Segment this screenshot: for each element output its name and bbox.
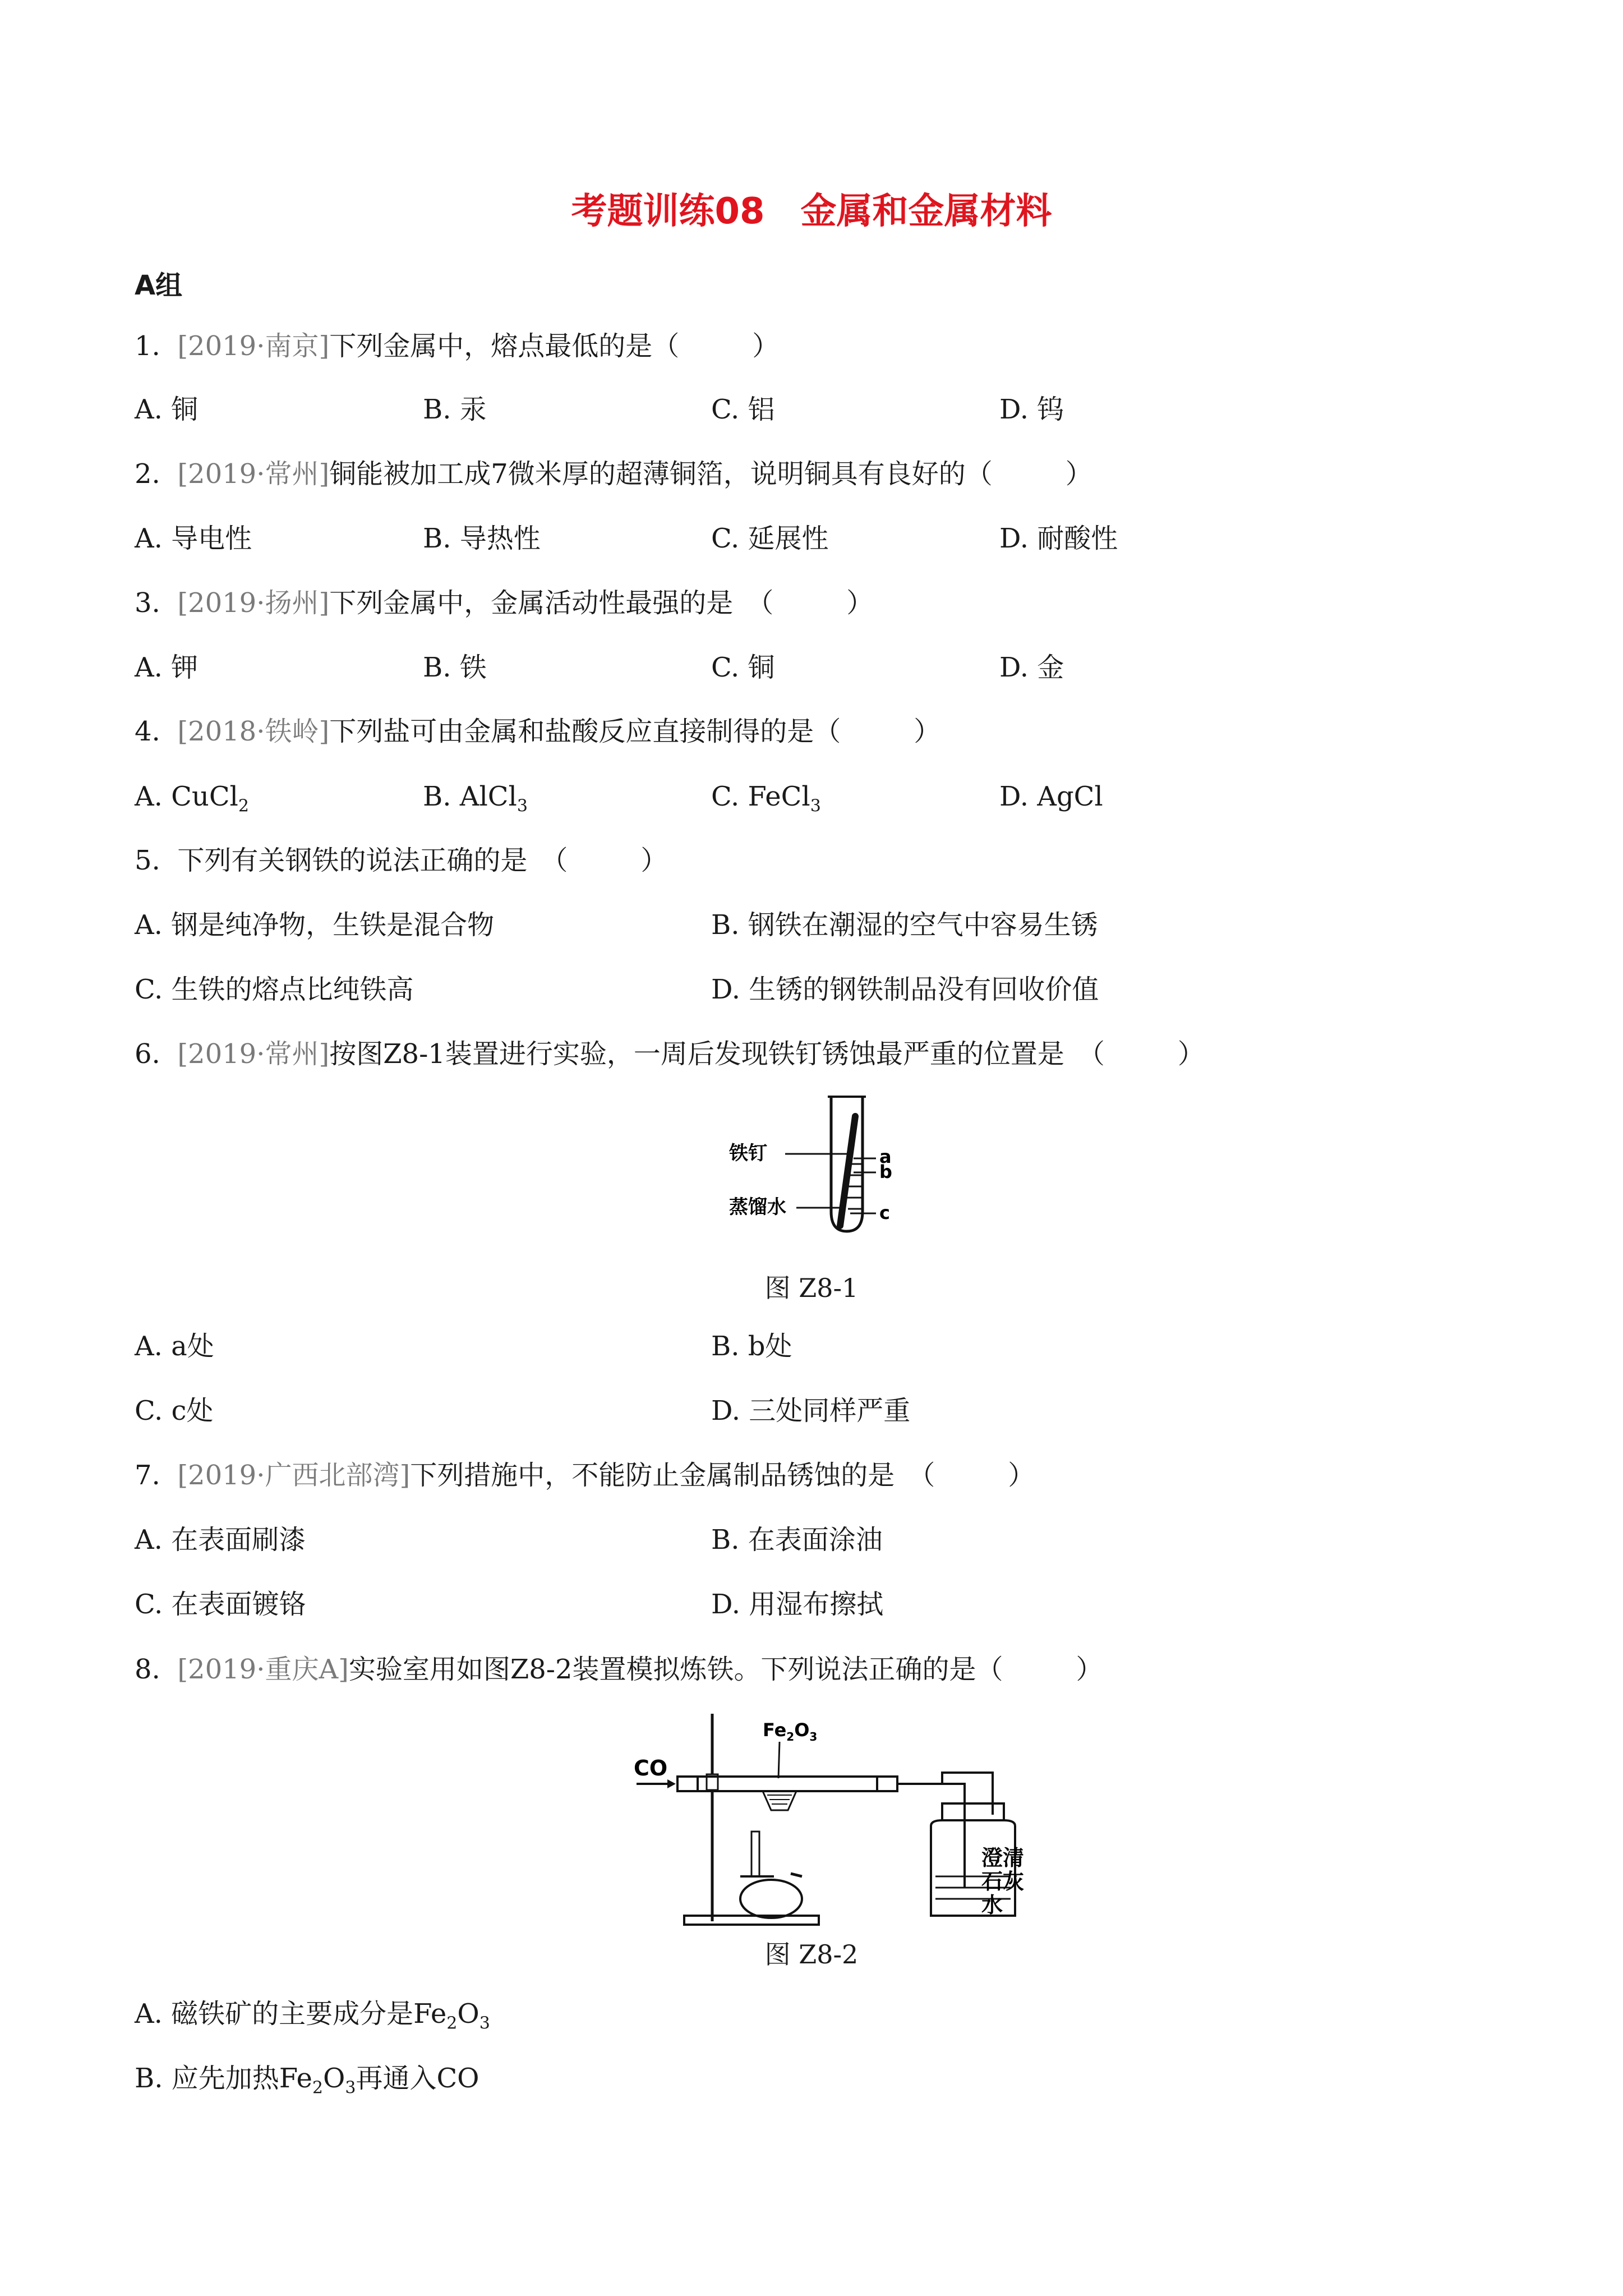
question-text: 下列盐可由金属和盐酸反应直接制得的是（ (329, 716, 841, 747)
question-text: 下列措施中，不能防止金属制品锈蚀的是 （ (410, 1460, 935, 1491)
question-4: 4. [2018·铁岭]下列盐可由金属和盐酸反应直接制得的是（ ） (135, 716, 941, 747)
option-a[interactable]: A. 钢是纯净物，生铁是混合物 (135, 909, 495, 941)
option-b[interactable]: B. 铁 (423, 652, 487, 683)
option-a[interactable]: A. 磁铁矿的主要成分是$Fe_2O_3$ (135, 1998, 490, 2033)
label-water: 蒸馏水 (729, 1196, 786, 1218)
test-tube-figure (729, 1091, 920, 1243)
question-source: [2019·常州] (177, 458, 330, 490)
page-title: 考题训练08 金属和金属材料 (571, 191, 1052, 232)
question-number: 8. (135, 1654, 160, 1685)
label-c: c (879, 1202, 890, 1223)
option-b[interactable]: B. 钢铁在潮湿的空气中容易生锈 (711, 909, 1098, 941)
option-a[interactable]: A. 钾 (135, 652, 199, 683)
question-number: 6. (135, 1038, 160, 1070)
option-d[interactable]: D. 生锈的钢铁制品没有回收价值 (711, 974, 1099, 1005)
option-c[interactable]: C. FeCl$_3$ (711, 781, 821, 816)
option-a[interactable]: A. a处 (135, 1331, 214, 1362)
group-heading: A组 (135, 270, 183, 301)
label-b: b (879, 1161, 892, 1182)
label-limewater-2: 石灰 (981, 1869, 1025, 1894)
option-a[interactable]: A. 铜 (135, 394, 199, 425)
label-nail: 铁钉 (729, 1142, 767, 1165)
question-number: 3. (135, 587, 160, 619)
option-d[interactable]: D. AgCl (999, 781, 1103, 812)
label-limewater-1: 澄清 (981, 1846, 1025, 1870)
question-source: [2018·铁岭] (177, 716, 330, 747)
option-d[interactable]: D. 三处同样严重 (711, 1395, 911, 1427)
option-d[interactable]: D. 耐酸性 (999, 523, 1118, 554)
option-c[interactable]: C. 铝 (711, 394, 775, 425)
option-b[interactable]: B. 汞 (423, 394, 487, 425)
option-a[interactable]: A. 导电性 (135, 523, 252, 554)
option-c[interactable]: C. c处 (135, 1395, 214, 1427)
question-text: 实验室用如图Z8-2装置模拟炼铁。下列说法正确的是（ (348, 1654, 1003, 1685)
question-3: 3. [2019·扬州]下列金属中，金属活动性最强的是 （ ） (135, 587, 874, 619)
option-b[interactable]: B. 在表面涂油 (711, 1524, 883, 1556)
question-source: [2019·重庆A] (177, 1654, 349, 1685)
option-c[interactable]: C. 生铁的熔点比纯铁高 (135, 974, 414, 1005)
question-text: 按图Z8-1装置进行实验，一周后发现铁钉锈蚀最严重的位置是 （ (329, 1038, 1105, 1070)
question-source: [2019·扬州] (177, 587, 330, 619)
question-text: 下列有关钢铁的说法正确的是 （ (177, 845, 568, 876)
option-a[interactable]: A. 在表面刷漆 (135, 1524, 306, 1556)
question-6: 6. [2019·常州]按图Z8-1装置进行实验，一周后发现铁钉锈蚀最严重的位置是 （ ） (135, 1038, 1205, 1070)
option-b[interactable]: B. 导热性 (423, 523, 541, 554)
question-number: 4. (135, 716, 160, 747)
option-c[interactable]: C. 延展性 (711, 523, 829, 554)
label-co: CO (634, 1756, 668, 1780)
question-7: 7. [2019·广西北部湾]下列措施中，不能防止金属制品锈蚀的是 （ ） (135, 1460, 1035, 1491)
question-text: 下列金属中，熔点最低的是（ (329, 330, 680, 362)
option-a[interactable]: A. CuCl$_2$ (135, 781, 249, 816)
question-2: 2. [2019·常州]铜能被加工成7微米厚的超薄铜箔，说明铜具有良好的（ ） (135, 458, 1092, 490)
iron-smelting-apparatus-figure (628, 1708, 1032, 1932)
option-d[interactable]: D. 金 (999, 652, 1064, 683)
question-source: [2019·广西北部湾] (177, 1460, 411, 1491)
option-b[interactable]: B. 应先加热$Fe_2O_3$再通入CO (135, 2063, 479, 2098)
option-b[interactable]: B. b处 (711, 1331, 792, 1362)
figure-caption: 图 Z8-1 (764, 1273, 859, 1303)
option-d[interactable]: D. 用湿布擦拭 (711, 1589, 884, 1620)
option-b[interactable]: B. AlCl$_3$ (423, 781, 528, 816)
question-number: 7. (135, 1460, 160, 1491)
question-1: 1. [2019·南京]下列金属中，熔点最低的是（ ） (135, 330, 780, 362)
question-source: [2019·常州] (177, 1038, 330, 1070)
figure-caption: 图 Z8-2 (764, 1939, 859, 1970)
question-8: 8. [2019·重庆A]实验室用如图Z8-2装置模拟炼铁。下列说法正确的是（ ） (135, 1654, 1103, 1685)
question-5: 5. 下列有关钢铁的说法正确的是 （ ） (135, 845, 668, 876)
option-c[interactable]: C. 铜 (711, 652, 775, 683)
question-number: 5. (135, 845, 160, 876)
question-number: 1. (135, 330, 160, 362)
label-fe2o3: $Fe_2O_3$ (763, 1719, 818, 1743)
option-c[interactable]: C. 在表面镀铬 (135, 1589, 306, 1620)
label-limewater-3: 水 (981, 1893, 1003, 1917)
question-text: 铜能被加工成7微米厚的超薄铜箔，说明铜具有良好的（ (329, 458, 993, 490)
option-d[interactable]: D. 钨 (999, 394, 1064, 425)
label-a: a (879, 1146, 892, 1167)
question-source: [2019·南京] (177, 330, 330, 362)
question-text: 下列金属中，金属活动性最强的是 （ (329, 587, 774, 619)
question-number: 2. (135, 458, 160, 490)
